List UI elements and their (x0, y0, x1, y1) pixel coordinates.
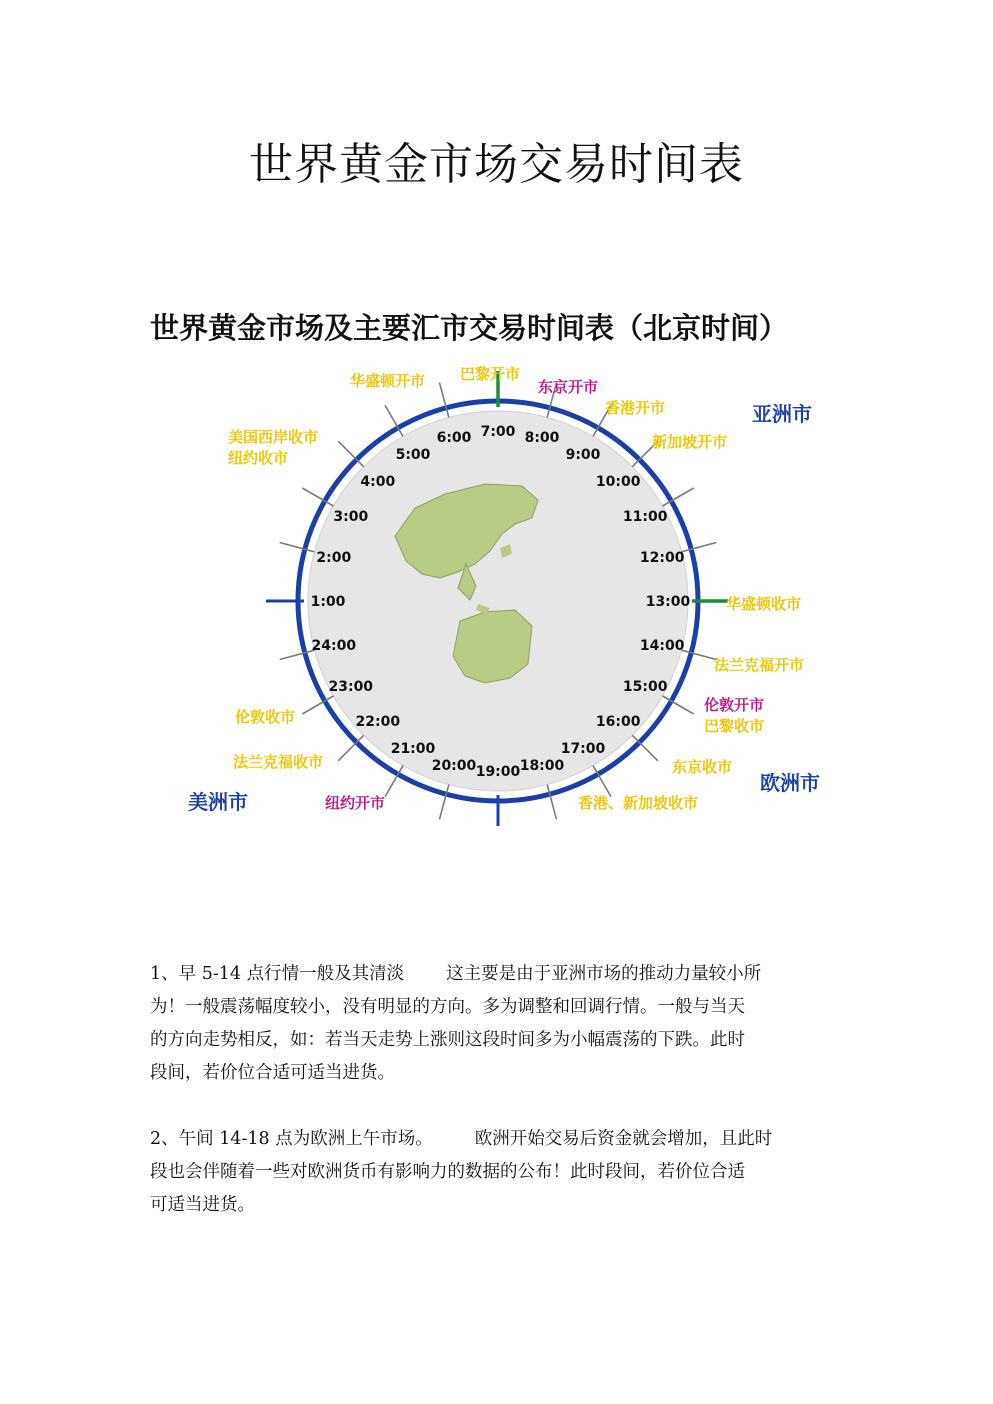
label-hongkong-open: 香港开市 (605, 399, 666, 417)
hour-label: 20:00 (431, 758, 477, 775)
paragraph-1-lead: 1、早 5-14 点行情一般及其清淡 (150, 964, 405, 984)
paragraph-2 (150, 1123, 840, 1222)
hour-label: 23:00 (328, 679, 374, 695)
paragraph-1-line4: 段间，若价位合适可适当进货。 (150, 1063, 395, 1083)
hour-label: 1:00 (310, 594, 346, 610)
hour-label: 18:00 (519, 758, 565, 775)
label-paris-close: 巴黎收市 (704, 717, 765, 735)
trading-clock-svg (140, 296, 850, 826)
hour-label: 7:00 (480, 424, 516, 440)
hour-label: 24:00 (311, 637, 357, 654)
label-tokyo-open: 东京开市 (538, 378, 599, 396)
label-london-open: 伦敦开市 (704, 696, 765, 714)
hour-label: 16:00 (595, 714, 641, 731)
hour-label: 9:00 (565, 446, 601, 463)
region-america: 美洲市 (188, 790, 248, 814)
paragraph-2-lead: 2、午间 14-18 点为欧洲上午市场。 (150, 1129, 433, 1149)
hour-label: 13:00 (645, 594, 691, 610)
hour-label: 6:00 (436, 429, 472, 446)
hour-label: 5:00 (395, 446, 431, 463)
label-singapore-open: 新加坡开市 (652, 433, 728, 451)
figure-title: 世界黄金市场及主要汇市交易时间表（北京时间） (150, 311, 789, 345)
hour-label: 14:00 (639, 637, 685, 654)
region-asia: 亚洲市 (752, 402, 812, 426)
hour-label: 8:00 (524, 429, 560, 446)
label-washington-close: 华盛顿收市 (726, 595, 802, 613)
label-frankfurt-open: 法兰克福开市 (714, 656, 805, 674)
hour-label: 12:00 (639, 550, 685, 567)
paragraph-2-line3: 可适当进货。 (150, 1195, 255, 1215)
hour-label: 22:00 (355, 714, 401, 731)
hour-label: 19:00 (475, 764, 521, 780)
hour-tick (547, 785, 556, 820)
hour-tick (440, 383, 449, 418)
label-newyork-close: 纽约收市 (228, 449, 289, 467)
label-paris-open: 巴黎开市 (460, 365, 521, 383)
region-europe: 欧洲市 (760, 771, 820, 795)
hour-label: 21:00 (390, 741, 436, 758)
hour-label: 10:00 (595, 473, 641, 490)
paragraph-1-line2: 为！一般震荡幅度较小，没有明显的方向。多为调整和回调行情。一般与当天 (150, 997, 745, 1017)
hour-label: 15:00 (622, 679, 668, 695)
hour-label: 3:00 (333, 509, 369, 525)
label-hk-sg-close: 香港、新加坡收市 (578, 794, 699, 812)
paragraph-1 (150, 958, 840, 1090)
label-london-close: 伦敦收市 (235, 708, 296, 726)
paragraph-2-line2: 段也会伴随着一些对欧洲货币有影响力的数据的公布！此时段间，若价位合适 (150, 1162, 745, 1182)
label-newyork-open: 纽约开市 (325, 794, 386, 812)
label-washington-open: 华盛顿开市 (350, 372, 426, 390)
hour-tick (280, 543, 315, 552)
paragraph-1-line1-rest: 这主要是由于亚洲市场的推动力量较小所 (446, 964, 762, 984)
label-us-west-close: 美国西岸收市 (228, 428, 319, 446)
hour-tick (682, 650, 717, 659)
hour-tick (682, 543, 717, 552)
hour-label: 17:00 (560, 741, 606, 758)
paragraph-2-line1-rest: 欧洲开始交易后资金就会增加，且此时 (474, 1129, 773, 1149)
label-frankfurt-close: 法兰克福收市 (233, 753, 324, 771)
hour-label: 11:00 (622, 509, 668, 525)
trading-clock-figure (140, 296, 850, 826)
hour-tick (280, 650, 315, 659)
hour-tick (440, 785, 449, 820)
hour-label: 2:00 (316, 550, 352, 567)
document-title: 世界黄金市场交易时间表 (249, 139, 744, 190)
globe (308, 411, 688, 791)
paragraph-1-line3: 的方向走势相反，如：若当天走势上涨则这段时间多为小幅震荡的下跌。此时 (150, 1030, 745, 1050)
hour-label: 4:00 (360, 473, 396, 490)
label-tokyo-close: 东京收市 (672, 758, 733, 776)
